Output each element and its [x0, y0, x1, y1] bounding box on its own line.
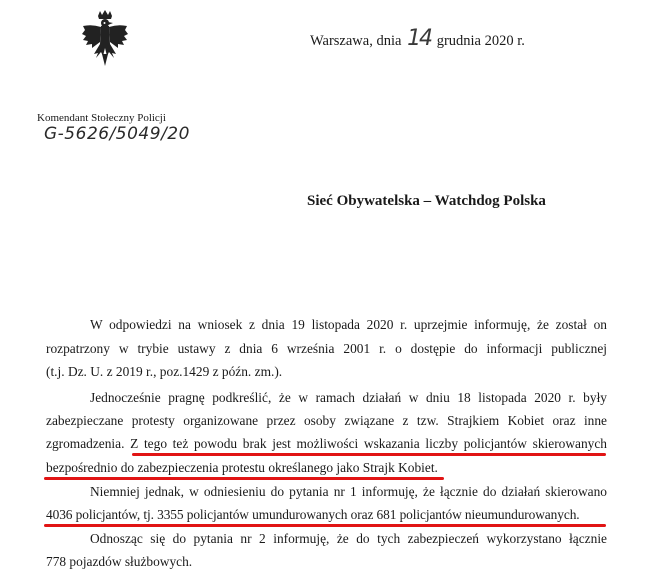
body-line-9: 4036 policjantów, tj. 3355 policjantów umundurowanych oraz 681 policjantów nieumundurowanych. — [46, 507, 580, 522]
addressee: Sieć Obywatelska – Watchdog Polska — [307, 193, 546, 209]
body-line-4: Jednocześnie pragnę podkreślić, że w ramach działań w dniu 18 listopada 2020 r. były — [90, 390, 607, 405]
red-underline-2 — [44, 477, 444, 480]
date-day-handwritten: 14 — [407, 26, 432, 51]
issuing-authority: Komendant Stołeczny Policji — [37, 112, 166, 124]
date-suffix: grudnia 2020 r. — [436, 33, 525, 49]
body-line-5: zabezpieczane protesty organizowane przez osoby związane z tzw. Strajkiem Kobiet oraz inne — [46, 413, 607, 428]
body-line-8: Niemniej jednak, w odniesieniu do pytania nr 1 informuję, że łącznie do działań skierowano — [90, 484, 607, 499]
red-underline-1 — [132, 453, 606, 456]
body-line-3: (t.j. Dz. U. z 2019 r., poz.1429 z późn. zm.). — [46, 364, 283, 379]
date-prefix: Warszawa, dnia — [310, 33, 402, 49]
body-line-10: Odnosząc się do pytania nr 2 informuję, że do tych zabezpieczeń wykorzystano łącznie — [90, 531, 607, 546]
body-line-7: bezpośrednio do zabezpieczenia protestu określanego jako Strajk Kobiet. — [46, 460, 438, 475]
body-line-2: rozpatrzony w trybie ustawy z dnia 6 września 2001 r. o dostępie do informacji publicznej — [46, 341, 607, 356]
body-line-11: 778 pojazdów służbowych. — [46, 554, 193, 569]
body-line-1: W odpowiedzi na wniosek z dnia 19 listopada 2020 r. uprzejmie informuję, że został on — [90, 317, 607, 332]
body-line-6: zgromadzenia. Z tego też powodu brak jest możliwości wskazania liczby policjantów skierowanych — [46, 436, 607, 451]
reference-number: G-5626/5049/20 — [44, 124, 190, 144]
polish-eagle-emblem — [80, 10, 130, 72]
document-date — [310, 26, 525, 51]
red-underline-3 — [44, 524, 606, 527]
